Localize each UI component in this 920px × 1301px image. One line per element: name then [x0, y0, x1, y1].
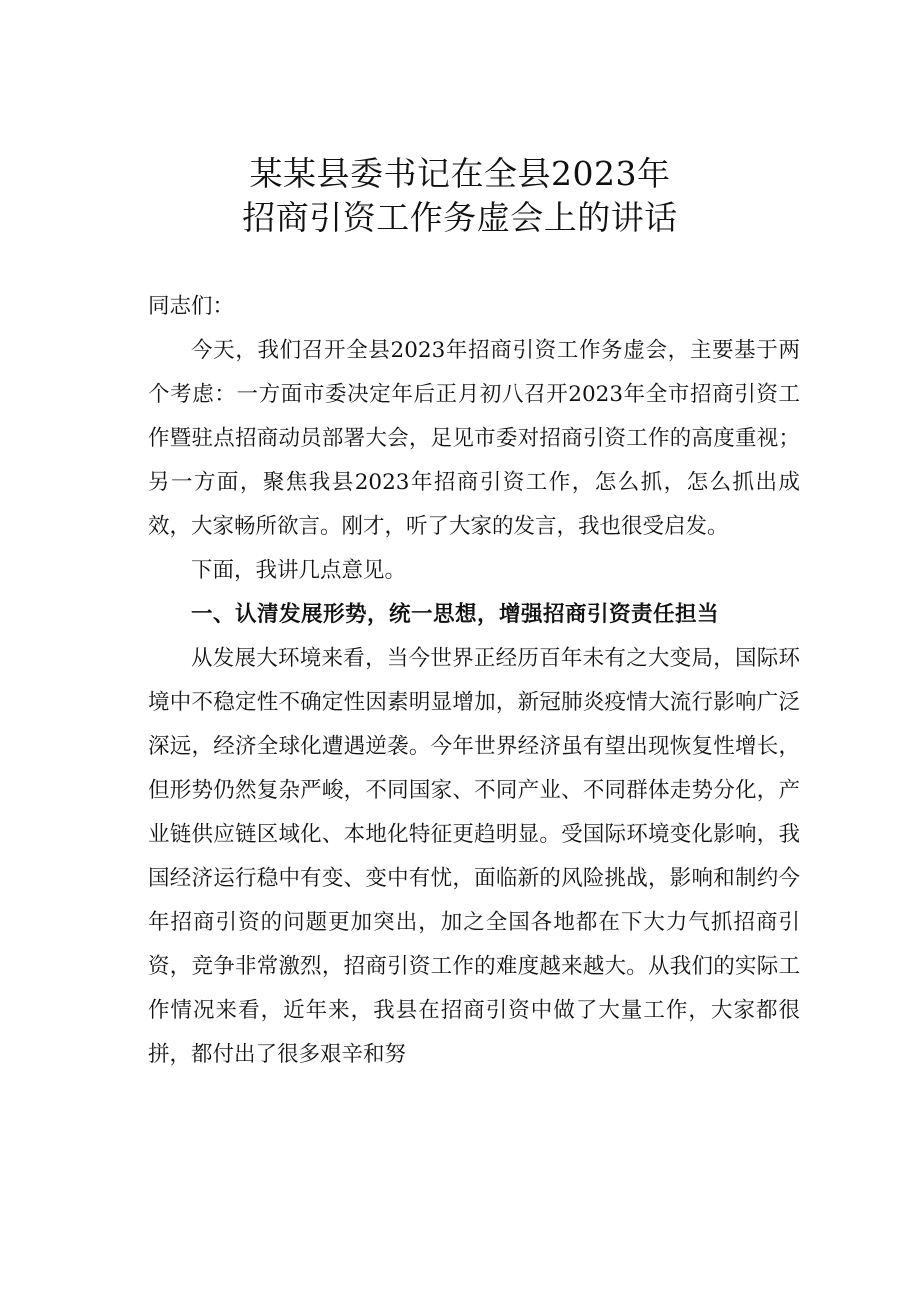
salutation: 同志们：	[148, 294, 235, 319]
document-title-line-2: 招商引资工作务虚会上的讲话	[242, 198, 678, 237]
opening-paragraph: 今天，我们召开全县2023年招商引资工作务虚会，主要基于两个考虑：一方面市委决定年后正月初八召开2023年全市招商引资工作暨驻点招商动员部署大会，足见市委对招商引资工作的高度重视；另一方面，聚焦我县2023年招商引资工作，怎么抓，怎么抓出成效，大家畅所欲言。刚才，听了大家的发言，我也很受启发。	[148, 338, 800, 539]
document-body	[148, 285, 800, 1077]
transition-paragraph: 下面，我讲几点意见。	[191, 558, 407, 583]
section-heading-1: 一、认清发展形势，统一思想，增强招商引资责任担当	[191, 602, 720, 627]
section-1-paragraph: 从发展大环境来看，当今世界正经历百年未有之大变局，国际环境中不稳定性不确定性因素明显增加，新冠肺炎疫情大流行影响广泛深远，经济全球化遭遇逆袭。今年世界经济虽有望出现恢复性增长，但形势仍然复杂严峻，不同国家、不同产业、不同群体走势分化，产业链供应链区域化、本地化特征更趋明显。受国际环境变化影响，我国经济运行稳中有变、变中有忧，面临新的风险挑战，影响和制约今年招商引资的问题更加突出，加之全国各地都在下大力气抓招商引资，竞争非常激烈，招商引资工作的难度越来越大。从我们的实际工作情况来看，近年来，我县在招商引资中做了大量工作，大家都很拼，都付出了很多艰辛和努	[148, 646, 800, 1067]
document-title-line-1: 某某县委书记在全县2023年	[249, 154, 671, 193]
